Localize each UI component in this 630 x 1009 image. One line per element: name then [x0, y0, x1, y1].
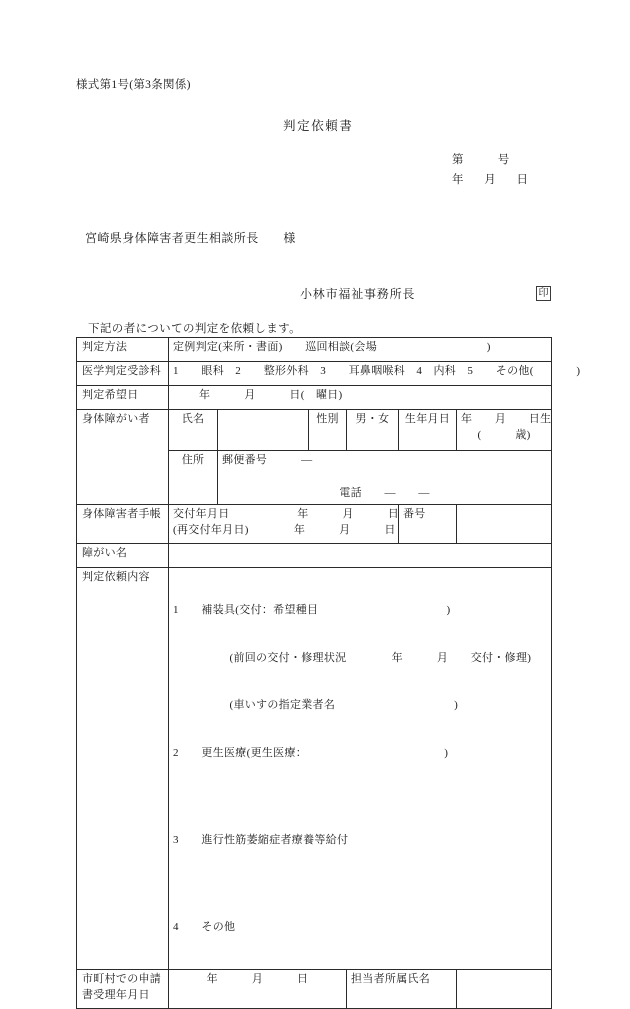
label-name: 氏名 [169, 410, 218, 451]
spacer-2 [173, 881, 547, 888]
form-number: 様式第1号(第3条関係) [76, 79, 191, 91]
value-name[interactable] [218, 410, 309, 451]
request-item-4: 4 その他 [173, 920, 236, 933]
label-sex: 性別 [309, 410, 347, 451]
value-desired-date[interactable]: 年 月 日( 曜日) [169, 386, 552, 410]
table-row-request-content [77, 567, 552, 970]
request-form-table [76, 337, 581, 1009]
document-date-field: 年 月 日 [452, 174, 529, 186]
handbook-reissue-line: (再交付年月日) 年 月 日 [173, 523, 396, 536]
document-number-field: 第 号 [452, 154, 510, 166]
request-item-3: 3 進行性筋萎縮症者療養等給付 [173, 833, 349, 846]
label-disability-name: 障がい名 [77, 543, 169, 567]
label-handbook: 身体障害者手帳 [77, 504, 169, 543]
birthdate-line: 年 月 日生 [461, 413, 552, 425]
label-request-content: 判定依頼内容 [77, 567, 169, 970]
sender-name: 小林市福祉事務所長 [300, 287, 416, 301]
value-sex[interactable]: 男・女 [347, 410, 399, 451]
label-handbook-number: 番号 [399, 504, 457, 543]
label-department: 医学判定受診科 [77, 362, 169, 386]
label-desired-date: 判定希望日 [77, 386, 169, 410]
label-birthdate: 生年月日 [399, 410, 457, 451]
handbook-issue-line: 交付年月日 年 月 日 [173, 507, 399, 520]
lead-text: 下記の者についての判定を依頼します。 [88, 323, 302, 335]
spacer-1 [173, 794, 547, 801]
value-reception-date[interactable]: 年 月 日 [169, 970, 347, 1009]
label-staff: 担当者所属氏名 [347, 970, 457, 1009]
table-row-reception [77, 970, 552, 1009]
request-item-2: 2 更生医療(更生医療： ) [173, 747, 449, 760]
value-department[interactable]: 1 眼科 2 整形外科 3 耳鼻咽喉科 4 内科 5 その他( ) [169, 362, 552, 386]
value-method[interactable]: 定例判定(来所・書面) 巡回相談(会場 ) [169, 338, 552, 362]
value-birthdate[interactable] [457, 410, 552, 451]
value-address[interactable] [218, 451, 552, 505]
request-item-1: 1 補装具(交付：希望種目 ) [173, 603, 451, 616]
seal-stamp-icon: 印 [536, 286, 551, 301]
sender-block [300, 285, 551, 302]
request-item-1-sub1: (前回の交付・修理状況 年 月 交付・修理) [173, 651, 532, 664]
phone-line: 電話 — — [339, 486, 430, 499]
label-address: 住所 [169, 451, 218, 505]
table-row-method [77, 338, 552, 362]
request-item-1-sub2: (車いすの指定業者名 ) [173, 699, 459, 712]
value-handbook-number[interactable] [457, 504, 552, 543]
postal-code-line: 郵便番号 — [222, 454, 313, 466]
label-person: 身体障がい者 [77, 410, 169, 505]
table-row-handbook [77, 504, 552, 543]
reception-label-line1: 市町村での申請 [82, 973, 162, 986]
document-title: 判定依頼書 [283, 119, 354, 133]
reception-label-line2: 書受理年月日 [82, 989, 150, 1002]
value-staff[interactable] [457, 970, 552, 1009]
age-line: ( 歳) [477, 428, 531, 441]
table-row-disability-name [77, 543, 552, 567]
label-reception [77, 970, 169, 1009]
addressee-line: 宮崎県身体障害者更生相談所長 様 [85, 231, 296, 245]
table-row-department [77, 362, 552, 386]
table-row-desired-date [77, 386, 552, 410]
value-request-content[interactable] [169, 567, 552, 970]
value-disability-name[interactable] [169, 543, 552, 567]
value-handbook-dates[interactable] [169, 504, 399, 543]
label-method: 判定方法 [77, 338, 169, 362]
table-row-person-name [77, 410, 552, 451]
